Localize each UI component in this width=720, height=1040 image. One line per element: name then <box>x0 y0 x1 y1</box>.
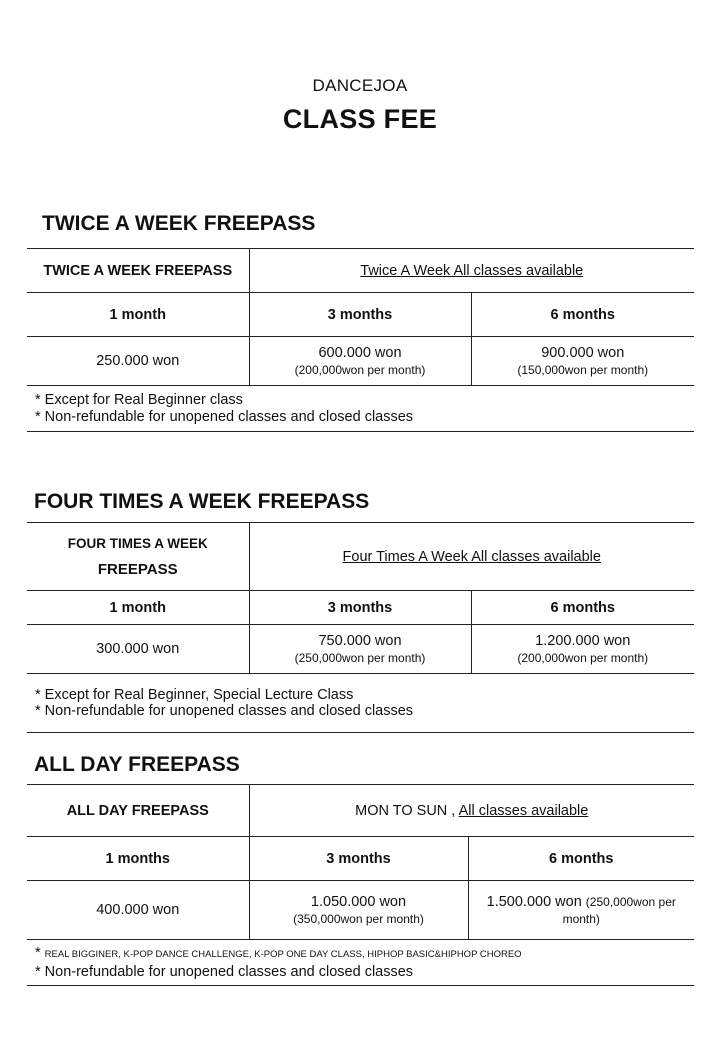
duration-6-months: 6 months <box>471 293 694 337</box>
notes-cell <box>27 940 694 986</box>
section-title-four-times-a-week: FOUR TIMES A WEEK FREEPASS <box>34 490 370 513</box>
price-main: 750.000 won <box>318 632 402 649</box>
notes-cell <box>27 674 694 733</box>
duration-3-months: 3 months <box>249 293 471 337</box>
price-1-month <box>27 881 249 940</box>
price-per-month: (150,000won per month) <box>517 362 649 377</box>
price-6-months <box>471 337 694 386</box>
price-main-line <box>475 893 689 911</box>
price-main: 600.000 won <box>318 344 402 361</box>
price-1-month <box>27 337 249 386</box>
duration-6-months: 6 months <box>471 591 694 625</box>
duration-6-months: 6 months <box>468 837 694 881</box>
price-main: 400.000 won <box>96 902 180 918</box>
availability-prefix: MON TO SUN , <box>355 802 459 819</box>
availability-cell <box>249 249 694 293</box>
availability-cell <box>249 785 694 837</box>
pass-label: ALL DAY FREEPASS <box>27 785 249 837</box>
note-line: * Non-refundable for unopened classes and closed classes <box>35 703 414 719</box>
duration-3-months: 3 months <box>249 837 468 881</box>
price-per-month: (200,000won per month) <box>517 650 649 665</box>
duration-1-month: 1 month <box>27 293 249 337</box>
price-6-months <box>468 881 694 940</box>
price-per-month: (350,000won per month) <box>293 911 424 926</box>
price-3-months <box>249 881 468 940</box>
price-main: 300.000 won <box>96 641 180 657</box>
price-per-month-line2: month) <box>562 911 600 926</box>
price-main: 1.500.000 won <box>486 893 582 910</box>
notes-cell <box>27 386 694 432</box>
section-title-twice-a-week: TWICE A WEEK FREEPASS <box>42 212 316 235</box>
duration-1-month: 1 months <box>27 837 249 881</box>
availability-text: Twice A Week All classes available <box>360 262 584 279</box>
section-title-all-day: ALL DAY FREEPASS <box>34 753 240 776</box>
note-text: REAL BIGGINER, K-POP DANCE CHALLENGE, K-POP ONE DAY CLASS, HIPHOP BASIC&HIPHOP CHOREO <box>44 949 522 960</box>
brand-name: DANCEJOA <box>312 76 408 95</box>
note-line: * Non-refundable for unopened classes and closed classes <box>35 408 414 425</box>
price-3-months <box>249 625 471 674</box>
price-per-month: (200,000won per month) <box>294 362 426 377</box>
price-main: 1.050.000 won <box>310 893 407 910</box>
price-main: 900.000 won <box>541 344 625 361</box>
price-main: 1.200.000 won <box>535 632 631 649</box>
availability-text: All classes available <box>458 802 589 819</box>
pass-label: TWICE A WEEK FREEPASS <box>27 249 249 293</box>
note-line: * Except for Real Beginner, Special Lecture Class <box>35 686 354 703</box>
price-per-month: (250,000won per month) <box>294 650 426 665</box>
price-1-month <box>27 625 249 674</box>
price-main: 250.000 won <box>96 353 180 369</box>
fee-table-twice-a-week <box>27 248 694 432</box>
price-6-months <box>471 625 694 674</box>
note-line: * Except for Real Beginner class <box>35 392 243 408</box>
note-line: * Non-refundable for unopened classes and closed classes <box>35 963 414 980</box>
pass-label-line2: FREEPASS <box>97 561 178 578</box>
price-per-month: (250,000won per <box>585 894 676 909</box>
page-title: CLASS FEE <box>282 104 438 134</box>
fee-table-all-day <box>27 784 694 986</box>
fee-table-four-times-a-week <box>27 522 694 733</box>
duration-1-month: 1 month <box>27 591 249 625</box>
price-3-months <box>249 337 471 386</box>
pass-label-line1: FOUR TIMES A WEEK <box>67 536 208 551</box>
pass-label <box>27 523 249 591</box>
duration-3-months: 3 months <box>249 591 471 625</box>
note-line <box>35 945 686 964</box>
availability-text: Four Times A Week All classes available <box>342 548 601 565</box>
note-star: * <box>35 945 45 961</box>
availability-cell <box>249 523 694 591</box>
